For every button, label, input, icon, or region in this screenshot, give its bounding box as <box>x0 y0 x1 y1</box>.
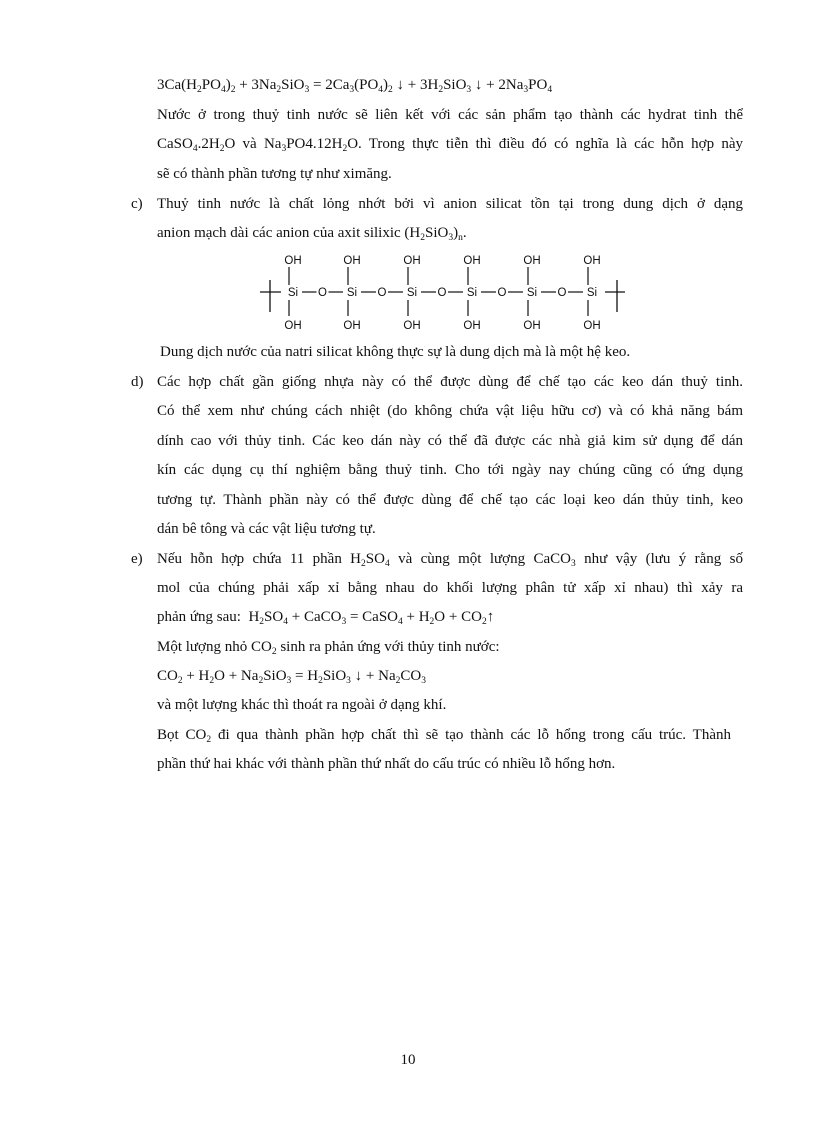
paragraph-line: phản ứng sau: $H_2SO_4$ + CaCO$_3$ = CaSO$_4$ + $H_2O$ + $CO_2↑$ <box>157 609 495 627</box>
oh-bottom-label: OH <box>523 320 541 332</box>
paragraph-line: Dung dịch nước của natri silicat không thực sự là dung dịch mà là một hệ keo. <box>160 344 631 360</box>
paragraph-line: anion mạch dài các anion của axit silixic $(H_2SiO_3)_n$. <box>157 225 467 243</box>
oh-bottom-label: OH <box>284 320 302 332</box>
si-atom-label: Si <box>346 287 358 299</box>
list-marker-e: e) <box>131 551 143 567</box>
paragraph-line: Nếu hỗn hợp chứa 11 phần $H_2SO_4$ và cùng một lượng CaCO$_3$ như vậy (lưu ý rằng số <box>157 551 743 569</box>
equation-calcium-phosphate: $3Ca(H_2PO_4)_2 + 3Na_2SiO_3 = 2Ca_3(PO_4)_2$ ↓ + $3H_2SiO_3$ ↓ + $2Na_3PO_4$ <box>157 77 553 95</box>
oh-top-label: OH <box>583 255 601 267</box>
paragraph-line: Các hợp chất gần giống nhựa này có thể được dùng để chế tạo các keo dán thuỷ tinh. <box>157 374 743 390</box>
paragraph-line: Nước ở trong thuỷ tinh nước sẽ liên kết với các sản phẩm tạo thành các hydrat tinh thể <box>157 107 743 123</box>
o-atom-label: O <box>437 287 447 299</box>
si-atom-label: Si <box>287 287 299 299</box>
o-atom-label: O <box>497 287 507 299</box>
paragraph-line: dán bê tông và các vật liệu tương tự. <box>157 521 376 537</box>
oh-top-label: OH <box>463 255 481 267</box>
paragraph-line: mol của chúng phải xấp xỉ bằng nhau do khối lượng phân tử xấp xỉ nhau) thì xảy ra <box>157 580 743 596</box>
paragraph-line: Có thể xem như chúng cách nhiệt (do không chứa vật liệu hữu cơ) và có khả năng bám <box>157 403 743 419</box>
silicate-chain-structure <box>255 252 625 334</box>
oh-bottom-label: OH <box>583 320 601 332</box>
oh-top-label: OH <box>343 255 361 267</box>
oh-top-label: OH <box>523 255 541 267</box>
oh-top-label: OH <box>403 255 421 267</box>
oh-bottom-label: OH <box>403 320 421 332</box>
equation-carbonate: $CO_2 + H_2O + Na_2SiO_3 = H_2SiO_3$ ↓ + $Na_2CO_3$ <box>157 668 426 686</box>
si-atom-label: Si <box>406 287 418 299</box>
paragraph-line: Một lượng nhỏ $CO_2$ sinh ra phản ứng với thủy tinh nước: <box>157 639 500 657</box>
oh-top-label: OH <box>284 255 302 267</box>
si-atom-label: Si <box>526 287 538 299</box>
page-number: 10 <box>400 1052 416 1068</box>
list-marker-d: d) <box>131 374 144 390</box>
paragraph-line: sẽ có thành phần tương tự như ximăng. <box>157 166 392 182</box>
paragraph-line: kín các dụng cụ thí nghiệm bằng thuỷ tinh. Cho tới ngày nay chúng cũng có ứng dụng <box>157 462 743 478</box>
si-atom-label: Si <box>466 287 478 299</box>
paragraph-line: $CaSO_4.2H_2O$ và $Na_3PO4.12H_2O$. Trong thực tiễn thì điều đó có nghĩa là các hỗn hợp này <box>157 136 743 154</box>
oh-bottom-label: OH <box>343 320 361 332</box>
paragraph-line: dính cao với thủy tinh. Các keo dán này có thể đã được các nhà giả kim sử dụng để dán <box>157 433 743 449</box>
paragraph-line: Bọt $CO_2$ đi qua thành phần hợp chất thì sẽ tạo thành các lỗ hổng trong cấu trúc. Thành <box>157 727 731 745</box>
o-atom-label: O <box>377 287 387 299</box>
paragraph-line: Thuỷ tinh nước là chất lỏng nhớt bởi vì anion silicat tồn tại trong dung dịch ở dạng <box>157 196 743 212</box>
oh-bottom-label: OH <box>463 320 481 332</box>
paragraph-line: và một lượng khác thì thoát ra ngoài ở dạng khí. <box>157 697 447 713</box>
paragraph-line: tương tự. Thành phần này có thể được dùng để chế tạo các loại keo dán thủy tinh, keo <box>157 492 743 508</box>
o-atom-label: O <box>318 287 327 299</box>
o-atom-label: O <box>557 287 567 299</box>
paragraph-line: phần thứ hai khác với thành phần thứ nhất do cấu trúc có nhiều lỗ hổng hơn. <box>157 756 616 772</box>
list-marker-c: c) <box>131 196 143 212</box>
si-atom-label: Si <box>586 287 598 299</box>
